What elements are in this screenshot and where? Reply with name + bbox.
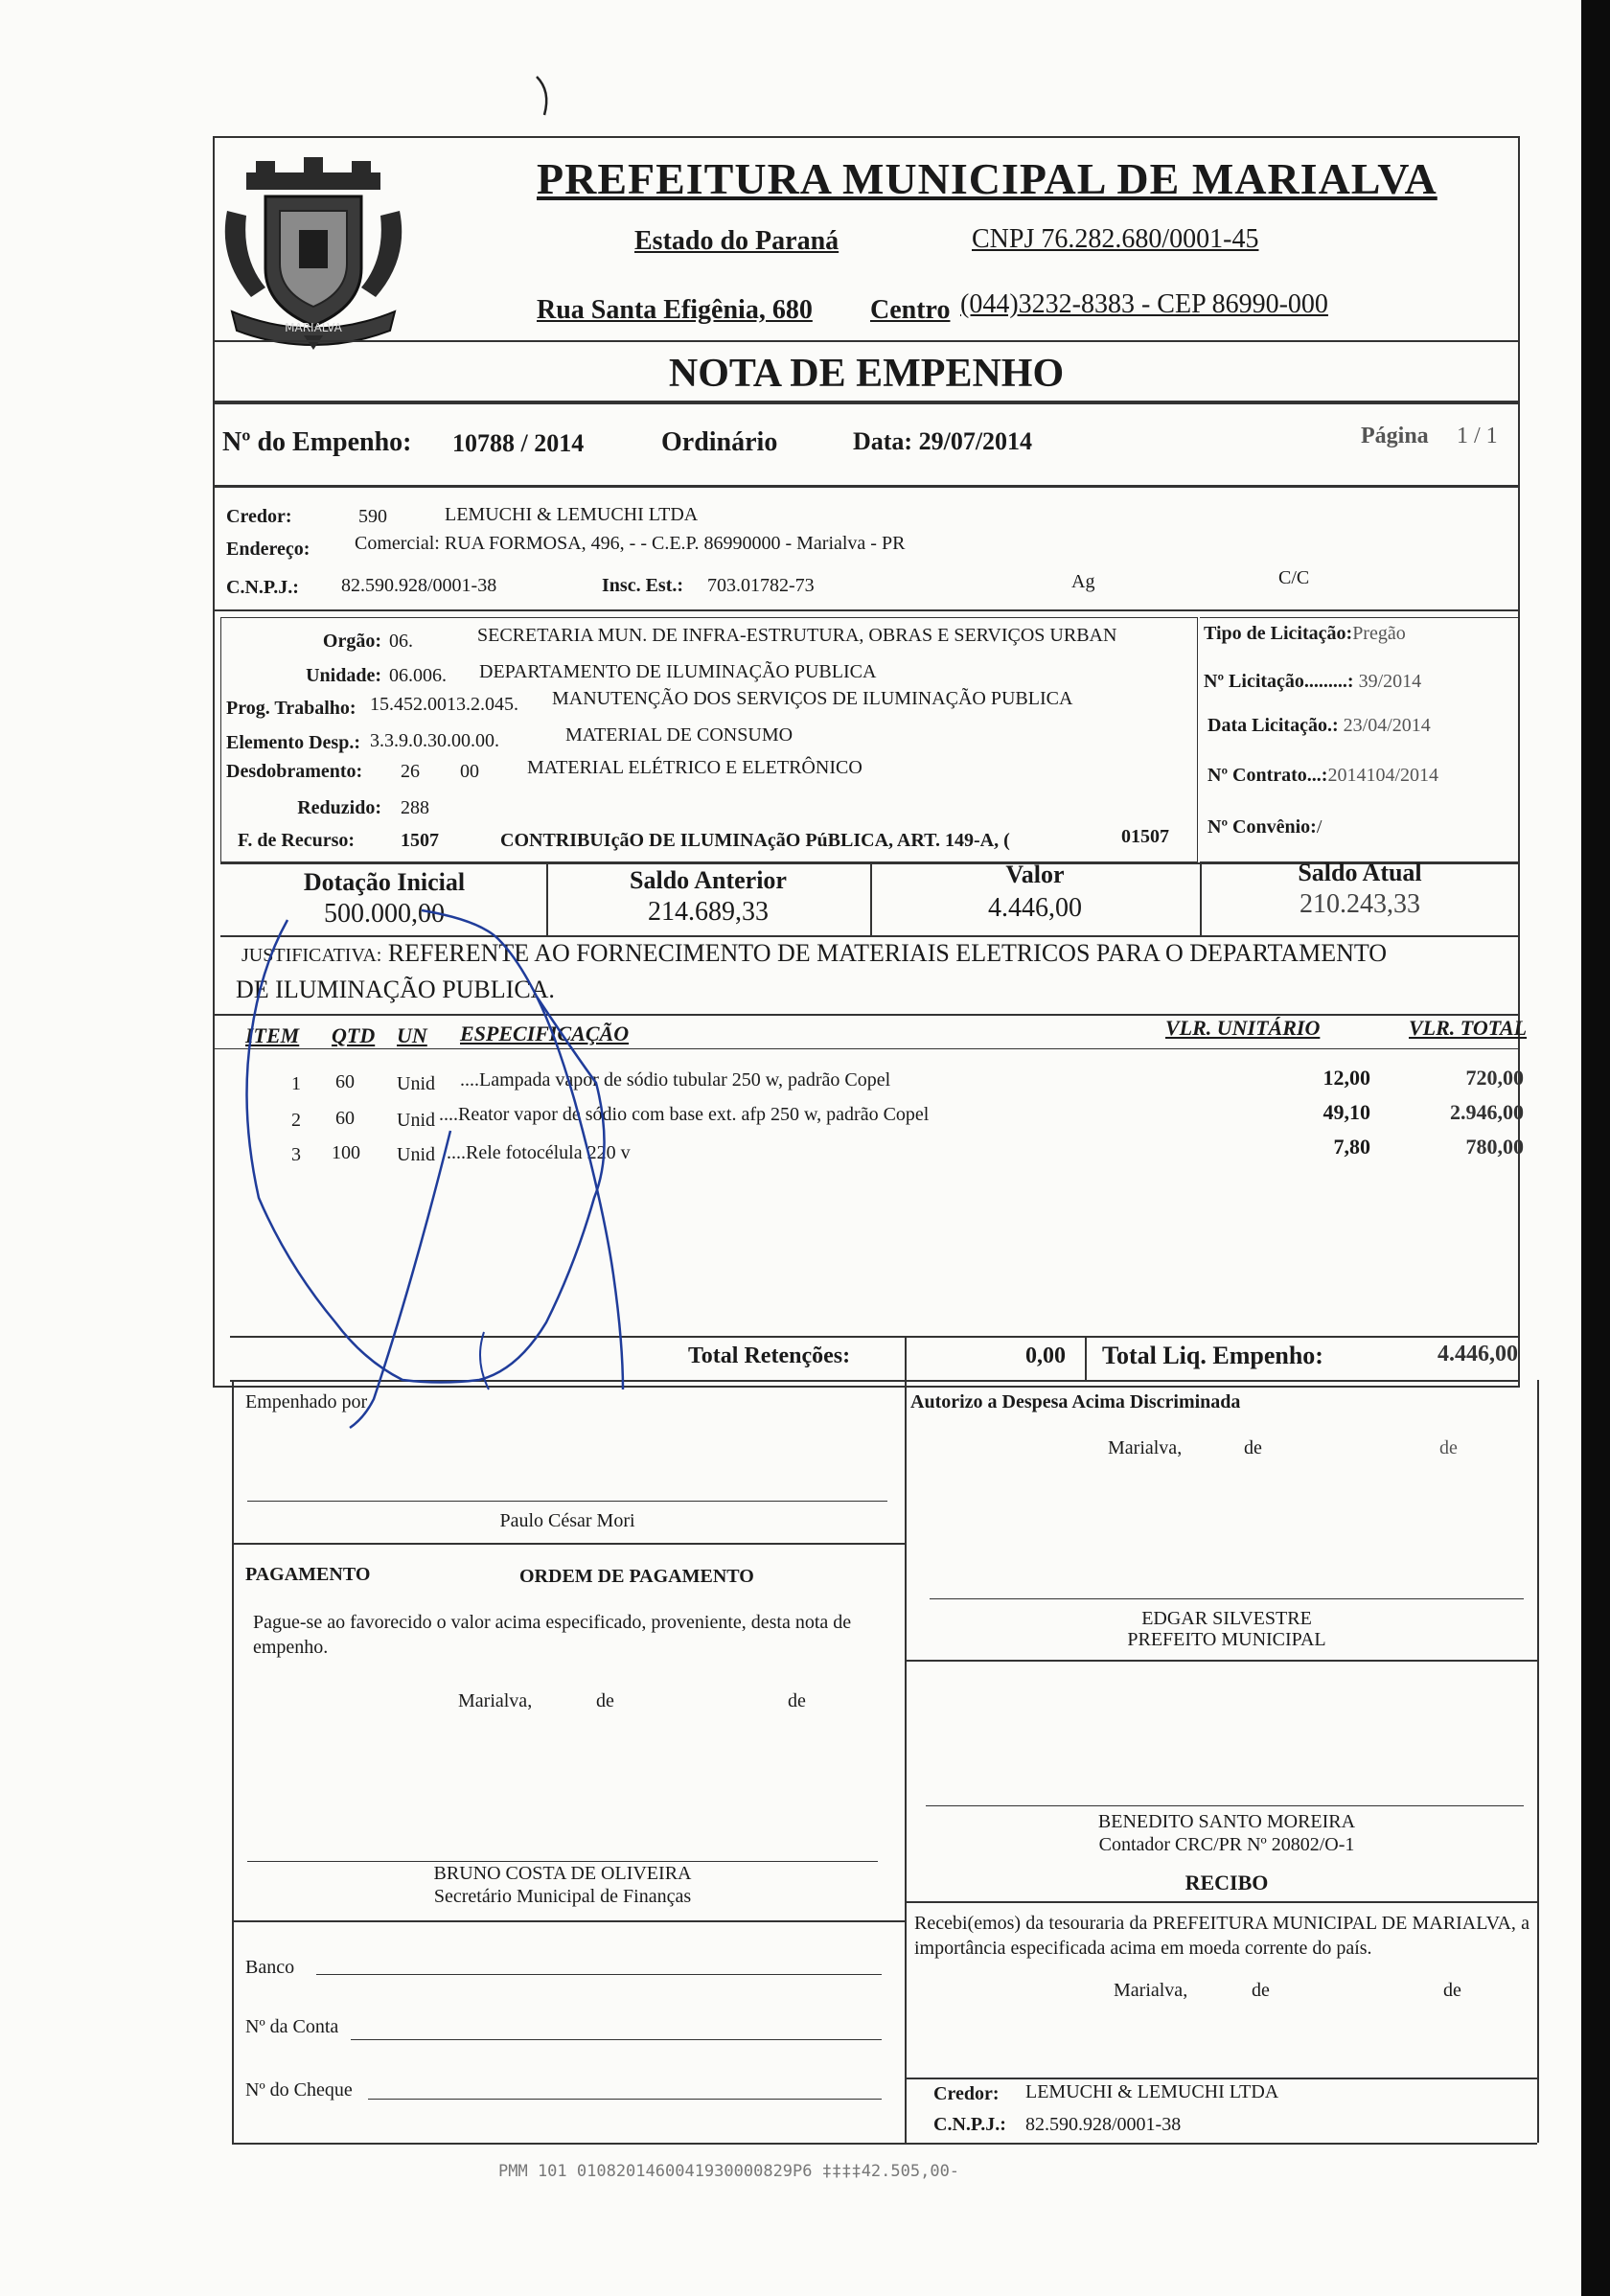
credor-code: 590 — [358, 506, 387, 527]
prefeito-name: EDGAR SILVESTRE — [1141, 1608, 1312, 1629]
col-total: VLR. TOTAL — [1409, 1016, 1528, 1040]
item-number: 1 — [291, 1073, 301, 1094]
conta-label: Nº da Conta — [245, 2016, 339, 2037]
item-unit: Unid — [397, 1073, 435, 1094]
recibo-cnpj-label: C.N.P.J.: — [933, 2114, 1006, 2135]
col-qtd: QTD — [332, 1023, 376, 1047]
item-unit: Unid — [397, 1144, 435, 1165]
empenhado-label: Empenhado por — [245, 1391, 368, 1412]
convenio-value: / — [1316, 816, 1322, 838]
recurso-label: F. de Recurso: — [238, 830, 356, 851]
recibo-de-1: de — [1252, 1980, 1270, 2001]
anterior-value: 214.689,33 — [648, 897, 769, 927]
unidade-name: DEPARTAMENTO DE ILUMINAÇÃO PUBLICA — [479, 661, 877, 682]
prog-name: MANUTENÇÃO DOS SERVIÇOS DE ILUMINAÇÃO PUBLICA — [552, 688, 1073, 709]
justificativa-line-2: DE ILUMINAÇÃO PUBLICA. — [236, 976, 555, 1003]
item-qty: 60 — [335, 1071, 355, 1092]
retencoes-label: Total Retenções: — [688, 1343, 851, 1368]
unidade-code: 06.006. — [389, 665, 447, 686]
empenho-label: Nº do Empenho: — [222, 427, 412, 457]
insc-label: Insc. Est.: — [602, 575, 684, 596]
orgao-code: 06. — [389, 631, 413, 652]
pagamento-label: PAGAMENTO — [245, 1564, 371, 1585]
item-qty: 60 — [335, 1108, 355, 1129]
page-value: 1 / 1 — [1457, 424, 1498, 448]
data-licitacao-label: Data Licitação.: — [1208, 715, 1339, 736]
ordem-label: ORDEM DE PAGAMENTO — [519, 1566, 754, 1587]
pagamento-de-1: de — [596, 1690, 614, 1711]
cnpj-label: C.N.P.J.: — [226, 577, 299, 598]
elemento-name: MATERIAL DE CONSUMO — [565, 724, 794, 746]
desdobramento-name: MATERIAL ELÉTRICO E ELETRÔNICO — [527, 757, 862, 778]
item-unit: Unid — [397, 1110, 435, 1131]
recibo-credor-name: LEMUCHI & LEMUCHI LTDA — [1025, 2081, 1279, 2102]
col-unit: VLR. UNITÁRIO — [1165, 1016, 1321, 1040]
valor-label: Valor — [1005, 861, 1065, 888]
atual-value: 210.243,33 — [1300, 889, 1420, 919]
header-phone-cep: (044)3232-8383 - CEP 86990-000 — [960, 289, 1328, 319]
empenho-number: 10788 / 2014 — [452, 429, 585, 457]
svg-text:MARIALVA: MARIALVA — [285, 321, 342, 334]
pagamento-de-2: de — [788, 1690, 806, 1711]
header-state: Estado do Paraná — [634, 226, 840, 256]
recibo-de-2: de — [1443, 1980, 1461, 2001]
justificativa-text: REFERENTE AO FORNECIMENTO DE MATERIAIS ELETRICOS PARA O DEPARTAMENTO — [387, 939, 1388, 967]
justificativa-label: JUSTIFICATIVA: — [242, 945, 382, 966]
autorizo-label: Autorizo a Despesa Acima Discriminada — [910, 1391, 1241, 1412]
pague-text: Pague-se ao favorecido o valor acima especificado, proveniente, desta nota de empenho. — [253, 1612, 852, 1658]
prog-code: 15.452.0013.2.045. — [370, 694, 518, 715]
item-total: 720,00 — [1465, 1066, 1524, 1090]
recurso-name: CONTRIBUIçãO DE ILUMINAçãO PúBLICA, ART. 149-A, ( — [500, 830, 1010, 851]
col-un: UN — [397, 1023, 427, 1047]
credor-name: LEMUCHI & LEMUCHI LTDA — [445, 504, 699, 525]
address-label: Endereço: — [226, 539, 310, 560]
banco-label: Banco — [245, 1957, 295, 1978]
pagamento-marialva: Marialva, — [458, 1690, 533, 1711]
credor-label: Credor: — [226, 506, 292, 527]
elemento-label: Elemento Desp.: — [226, 732, 360, 753]
col-spec: ESPECIFICAÇÃO — [460, 1022, 630, 1045]
autorizo-marialva: Marialva, — [1108, 1437, 1183, 1458]
contrato-label: Nº Contrato...: — [1208, 765, 1328, 786]
address-value: Comercial: RUA FORMOSA, 496, - - C.E.P. 86990000 - Marialva - PR — [355, 533, 906, 554]
item-number: 2 — [291, 1110, 301, 1131]
data-licitacao-value: 23/04/2014 — [1343, 715, 1431, 736]
item-spec: ....Lampada vapor de sódio tubular 250 w, padrão Copel — [460, 1069, 891, 1091]
dotacao-label: Dotação Inicial — [303, 868, 466, 896]
liquido-value: 4.446,00 — [1438, 1342, 1518, 1366]
contrato-value: 2014104/2014 — [1327, 765, 1439, 786]
tipo-licitacao-value: Pregão — [1352, 623, 1406, 644]
dotacao-value: 500.000,00 — [324, 899, 445, 929]
cheque-label: Nº do Cheque — [245, 2079, 353, 2101]
num-licitacao-label: Nº Licitação.........: — [1204, 671, 1354, 692]
empenho-type: Ordinário — [661, 427, 778, 457]
anterior-label: Saldo Anterior — [630, 866, 787, 894]
retencoes-value: 0,00 — [1025, 1343, 1066, 1368]
recurso-code: 1507 — [401, 830, 439, 851]
page-label: Página — [1361, 424, 1429, 448]
header-title: PREFEITURA MUNICIPAL DE MARIALVA — [537, 154, 1438, 203]
num-licitacao-value: 39/2014 — [1358, 671, 1422, 692]
autorizo-de-1: de — [1244, 1437, 1262, 1458]
contador-name: BENEDITO SANTO MOREIRA — [1097, 1811, 1356, 1832]
ag-label: Ag — [1071, 571, 1095, 592]
header-cnpj: CNPJ 76.282.680/0001-45 — [972, 224, 1259, 254]
tipo-licitacao-label-text: Tipo de Licitação: — [1204, 623, 1353, 644]
item-total: 780,00 — [1465, 1135, 1524, 1159]
convenio-label: Nº Convênio: — [1208, 816, 1317, 838]
item-unit-price: 49,10 — [1322, 1100, 1370, 1124]
recibo-cnpj-value: 82.590.928/0001-38 — [1025, 2114, 1182, 2135]
prog-label: Prog. Trabalho: — [226, 698, 356, 719]
secretario-name: BRUNO COSTA DE OLIVEIRA — [433, 1863, 692, 1884]
item-unit-price: 7,80 — [1333, 1135, 1370, 1159]
cnpj-value: 82.590.928/0001-38 — [341, 575, 497, 596]
unidade-label: Unidade: — [306, 665, 381, 686]
header-district: Centro — [870, 295, 951, 325]
item-total: 2.946,00 — [1450, 1100, 1524, 1124]
secretario-title: Secretário Municipal de Finanças — [433, 1886, 692, 1907]
liquido-label: Total Liq. Empenho: — [1102, 1342, 1323, 1369]
col-item: ITEM — [245, 1023, 300, 1047]
item-spec: ....Reator vapor de sódio com base ext. afp 250 w, padrão Copel — [439, 1104, 930, 1125]
header-street: Rua Santa Efigênia, 680 — [537, 295, 813, 325]
elemento-code: 3.3.9.0.30.00.00. — [370, 730, 499, 751]
recibo-credor-label: Credor: — [933, 2083, 1000, 2104]
insc-value: 703.01782-73 — [707, 575, 815, 596]
recurso-code-2: 01507 — [1121, 826, 1169, 847]
item-spec: ....Rele fotocélula 220 v — [447, 1142, 631, 1163]
desdobramento-label: Desdobramento: — [226, 761, 363, 782]
orgao-name: SECRETARIA MUN. DE INFRA-ESTRUTURA, OBRAS E SERVIÇOS URBAN — [477, 625, 1117, 646]
recibo-title: RECIBO — [1184, 1871, 1269, 1894]
desdobramento-sub: 00 — [460, 761, 479, 782]
item-unit-price: 12,00 — [1322, 1066, 1370, 1090]
reduzido-label: Reduzido: — [297, 797, 381, 818]
reduzido-code: 288 — [401, 797, 429, 818]
atual-label: Saldo Atual — [1298, 859, 1422, 886]
recibo-marialva: Marialva, — [1114, 1980, 1188, 2001]
cc-label: C/C — [1278, 567, 1310, 588]
document-title: NOTA DE EMPENHO — [668, 352, 1065, 396]
item-number: 3 — [291, 1144, 301, 1165]
prefeito-title: PREFEITO MUNICIPAL — [1127, 1629, 1326, 1650]
empenho-date: Data: 29/07/2014 — [853, 427, 1033, 455]
orgao-label: Orgão: — [322, 631, 381, 652]
item-qty: 100 — [332, 1142, 360, 1163]
contador-title: Contador CRC/PR Nº 20802/O-1 — [1098, 1834, 1355, 1855]
valor-value: 4.446,00 — [988, 893, 1082, 923]
empenhado-name: Paulo César Mori — [499, 1510, 635, 1531]
footer-code: PMM 101 0108201460041930000829P6 ‡‡‡‡42.505,00- — [498, 2162, 960, 2181]
recibo-text: Recebi(emos) da tesouraria da PREFEITURA MUNICIPAL DE MARIALVA, a importância especificada acima em moeda corrente do país. — [914, 1913, 1530, 1959]
desdobramento-code: 26 — [401, 761, 420, 782]
autorizo-de-2: de — [1439, 1437, 1458, 1458]
